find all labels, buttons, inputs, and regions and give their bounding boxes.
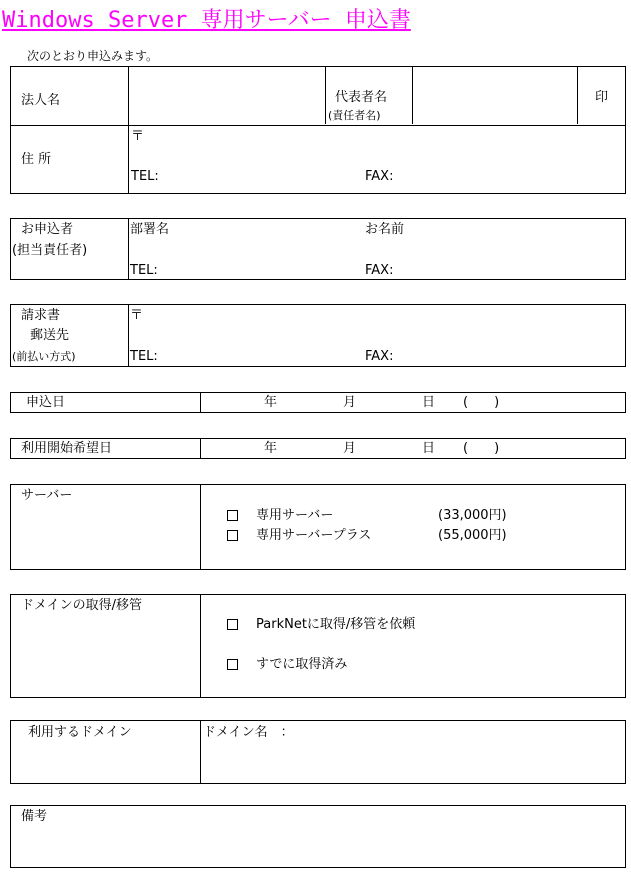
server-section: [10, 484, 626, 570]
start-day-label: 日: [422, 441, 436, 456]
remarks-field[interactable]: [11, 826, 625, 867]
address-label: 住 所: [21, 152, 52, 167]
form-title: Windows Server 専用サーバー 申込書: [2, 8, 411, 33]
server-option-2-checkbox[interactable]: [227, 530, 238, 541]
application-date-label: 申込日: [26, 395, 66, 410]
address-fax-label: FAX:: [365, 169, 394, 184]
server-option-1-price: (33,000円): [438, 508, 507, 523]
application-month-label: 月: [343, 395, 357, 410]
address-tel-label: TEL:: [131, 169, 159, 184]
invoice-tel-label: TEL:: [130, 349, 158, 364]
invoice-section: [10, 304, 626, 367]
invoice-label-line3: (前払い方式): [12, 350, 76, 363]
start-weekday: ( ): [463, 441, 500, 456]
server-option-1-name: 専用サーバー: [256, 508, 334, 523]
contact-section: [10, 218, 626, 280]
intro-text: 次のとおり申込みます。: [27, 49, 159, 63]
representative-label: 代表者名: [335, 90, 388, 105]
domain-acquisition-label: ドメインの取得/移管: [21, 598, 142, 613]
server-option-1-checkbox[interactable]: [227, 510, 238, 521]
remarks-section: [10, 805, 626, 868]
start-date-label: 利用開始希望日: [21, 441, 113, 456]
contact-tel-label: TEL:: [130, 263, 158, 278]
server-option-2-price: (55,000円): [438, 528, 507, 543]
representative-name-field[interactable]: [413, 67, 577, 125]
domain-option-2-checkbox[interactable]: [227, 659, 238, 670]
server-label: サーバー: [21, 488, 73, 503]
contact-label-line2: (担当責任者): [12, 243, 88, 258]
domain-option-1-name: ParkNetに取得/移管を依頼: [256, 617, 416, 632]
application-year-label: 年: [264, 395, 278, 410]
application-weekday: ( ): [463, 395, 500, 410]
domain-use-section: [10, 720, 626, 784]
contact-label-line1: お申込者: [21, 222, 74, 237]
corporate-name-label: 法人名: [21, 93, 61, 108]
applicant-section: [10, 66, 626, 194]
application-day-label: 日: [422, 395, 436, 410]
start-month-label: 月: [343, 441, 357, 456]
invoice-fax-label: FAX:: [365, 349, 394, 364]
start-date-section: [10, 438, 626, 459]
invoice-label-line2: 郵送先: [30, 328, 70, 343]
contact-fax-label: FAX:: [365, 263, 394, 278]
contact-name-label: お名前: [365, 222, 405, 237]
address-postal-mark: 〒: [131, 129, 145, 144]
domain-acquisition-section: [10, 594, 626, 698]
application-date-section: [10, 392, 626, 413]
start-year-label: 年: [264, 441, 278, 456]
domain-option-1-checkbox[interactable]: [227, 619, 238, 630]
domain-name-field[interactable]: [311, 721, 621, 783]
seal-label: 印: [595, 90, 609, 105]
domain-use-label: 利用するドメイン: [28, 725, 132, 740]
domain-name-label: ドメイン名 ：: [203, 725, 294, 740]
remarks-label: 備考: [21, 809, 48, 824]
invoice-postal-mark: 〒: [130, 308, 144, 323]
domain-option-2-name: すでに取得済み: [256, 657, 348, 672]
representative-sub-label: (責任者名): [328, 109, 381, 122]
invoice-label-line1: 請求書: [21, 308, 61, 323]
department-label: 部署名: [130, 222, 170, 237]
corporate-name-field[interactable]: [129, 67, 325, 125]
server-option-2-name: 専用サーバープラス: [256, 528, 372, 543]
